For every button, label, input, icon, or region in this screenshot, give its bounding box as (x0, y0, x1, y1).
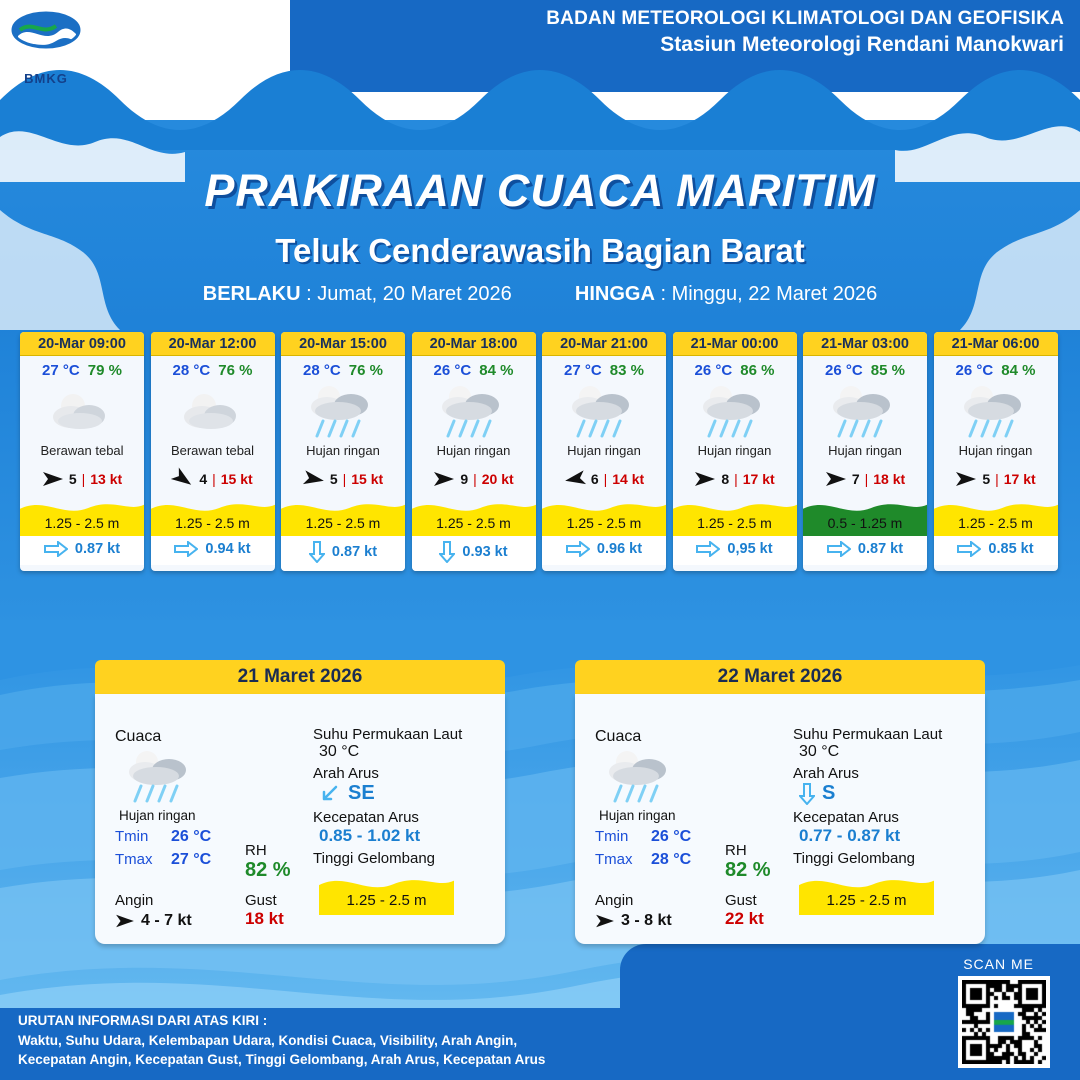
forecast-condition: Berawan tebal (40, 443, 124, 458)
weather-icon (673, 381, 797, 443)
wind-speed-value: 20 kt (481, 471, 514, 487)
rain-icon (603, 746, 679, 808)
forecast-temperature: 27 °C (42, 362, 80, 379)
wave-height (542, 496, 666, 536)
forecast-humidity: 86 % (740, 362, 775, 379)
wind-speed-value: 15 kt (351, 471, 384, 487)
tmax-label: Tmax (115, 851, 153, 868)
wave-height-value: 1.25 - 2.5 m (697, 515, 772, 531)
sst-value: 30 °C (319, 743, 360, 760)
rh-value: 82 % (245, 859, 291, 881)
agency-line-1: BADAN METEOROLOGI KLIMATOLOGI DAN GEOFISIKA (546, 8, 1064, 29)
south-arrow-icon (309, 541, 325, 563)
arah-arus-label: Arah Arus (313, 765, 379, 782)
weather-icon (281, 381, 405, 443)
east-arrow-icon (566, 541, 590, 557)
tmax-label: Tmax (595, 851, 633, 868)
gelombang-label: Tinggi Gelombang (793, 850, 916, 867)
wind-direction-value: 6 (590, 471, 599, 487)
cloudy-icon (178, 386, 248, 438)
valid-to-label: HINGGA (574, 283, 655, 305)
current-speed-value: 0.85 kt (988, 541, 1034, 557)
wind-direction-value: 9 (460, 471, 469, 487)
forecast-card: 20-Mar 18:00 26 °C 84 % Hujan ringan 9 | 20 kt 1.25 - 2.5 m 0.93 kt (412, 332, 536, 571)
rain-icon (827, 381, 903, 443)
legend-note (18, 1011, 545, 1070)
forecast-humidity: 76 % (218, 362, 253, 379)
angin-label: Angin (595, 892, 634, 909)
wave-height-value: 1.25 - 2.5 m (566, 515, 642, 531)
wave-height-value: 1.25 - 2.5 m (305, 515, 381, 531)
wave-height (799, 871, 934, 915)
logo-text: BMKG (24, 71, 68, 86)
forecast-condition: Hujan ringan (697, 443, 772, 458)
bmkg-logo (10, 10, 82, 86)
wind-direction-icon (169, 465, 197, 492)
wind-direction-icon (595, 913, 615, 929)
sst-value: 30 °C (799, 743, 840, 760)
current-speed-value: 0.93 kt (462, 544, 508, 560)
tmin-value: 26 °C (171, 828, 212, 845)
valid-from-label: BERLAKU (202, 283, 301, 305)
weather-icon (20, 381, 144, 443)
kecepatan-arus-label: Kecepatan Arus (313, 809, 419, 826)
forecast-card: 21-Mar 06:00 26 °C 84 % Hujan ringan 5 | 17 kt 1.25 - 2.5 m 0.85 kt (934, 332, 1058, 571)
gust-value: 18 kt (245, 909, 284, 928)
rh-value: 82 % (725, 859, 771, 881)
arah-arus-value: S (822, 782, 836, 804)
wind-direction-icon (825, 470, 847, 488)
wind-direction-icon (301, 468, 326, 490)
weather-icon (934, 381, 1058, 443)
kecepatan-arus-value: 0.85 - 1.02 kt (319, 826, 421, 845)
current-speed-value: 0.87 kt (74, 541, 121, 557)
weather-icon (151, 381, 275, 443)
forecast-condition: Hujan ringan (958, 443, 1033, 458)
daily-date: 21 Maret 2026 (95, 660, 505, 694)
weather-icon (803, 381, 927, 443)
rain-icon (436, 381, 512, 443)
forecast-time: 20-Mar 09:00 (20, 332, 144, 356)
forecast-condition: Hujan ringan (306, 443, 380, 458)
wind-direction-icon (562, 468, 587, 490)
forecast-time: 20-Mar 15:00 (281, 332, 405, 356)
kecepatan-arus-value: 0.77 - 0.87 kt (799, 826, 901, 845)
wind-direction-icon (42, 470, 64, 488)
east-arrow-icon (696, 541, 720, 557)
forecast-humidity: 79 % (87, 362, 122, 379)
cuaca-value: Hujan ringan (119, 808, 196, 823)
current-speed-value: 0.94 kt (205, 541, 251, 557)
forecast-card: 20-Mar 12:00 28 °C 76 % Berawan tebal 4 | 15 kt 1.25 - 2.5 m 0.94 kt (151, 332, 275, 571)
wind-speed-value: 17 kt (1003, 471, 1036, 487)
east-arrow-icon (44, 541, 68, 557)
current-speed-value: 0,95 kt (727, 541, 773, 557)
sst-label: Suhu Permukaan Laut (793, 726, 943, 743)
page-title: PRAKIRAAN CUACA MARITIM (204, 165, 876, 216)
forecast-condition: Hujan ringan (567, 443, 641, 458)
forecast-condition: Hujan ringan (436, 443, 511, 458)
wind-direction-value: 7 (851, 471, 860, 487)
south-arrow-icon (799, 783, 815, 805)
current-speed-value: 0.87 kt (857, 541, 904, 557)
wave-height-value: 1.25 - 2.5 m (826, 892, 907, 909)
wind-direction-icon (694, 470, 716, 488)
valid-to-value: : Minggu, 22 Maret 2026 (660, 283, 878, 305)
wind-speed-value: 15 kt (220, 471, 253, 487)
weather-icon (412, 381, 536, 443)
wind-direction-icon (955, 470, 977, 488)
rain-icon (958, 381, 1034, 443)
daily-summary-card (95, 660, 505, 944)
wind-direction-value: 5 (329, 471, 338, 487)
cuaca-value: Hujan ringan (599, 808, 676, 823)
wind-direction-value: 5 (68, 471, 77, 487)
wave-height (20, 496, 144, 536)
wave-height (673, 496, 797, 536)
rain-icon (305, 381, 381, 443)
angin-value: 3 - 8 kt (621, 912, 672, 929)
forecast-humidity: 85 % (870, 362, 905, 379)
weather-icon (115, 746, 300, 808)
tmax-value: 28 °C (651, 851, 692, 868)
tmin-label: Tmin (115, 828, 149, 845)
daily-summary-card (575, 660, 985, 944)
tmin-label: Tmin (595, 828, 629, 845)
forecast-time: 20-Mar 12:00 (151, 332, 275, 356)
forecast-card-list (20, 332, 1064, 571)
legend-note-line1: Waktu, Suhu Udara, Kelembapan Udara, Kondisi Cuaca, Visibility, Arah Angin, (18, 1032, 518, 1048)
wind-direction-value: 8 (721, 471, 730, 487)
gust-label: Gust (245, 892, 277, 909)
scan-me-label: SCAN ME (963, 956, 1034, 972)
kecepatan-arus-label: Kecepatan Arus (793, 809, 899, 826)
sst-label: Suhu Permukaan Laut (313, 726, 463, 743)
wave-height (151, 496, 275, 536)
wind-direction-value: 4 (199, 471, 208, 487)
qr-code[interactable] (958, 976, 1050, 1068)
east-arrow-icon (957, 541, 981, 557)
angin-label: Angin (115, 892, 154, 909)
wave-height-value: 0.5 - 1.25 m (827, 515, 903, 531)
wave-height (803, 496, 927, 536)
forecast-humidity: 83 % (609, 362, 644, 379)
east-arrow-icon (174, 541, 198, 557)
forecast-condition: Berawan tebal (170, 443, 255, 458)
gust-label: Gust (725, 892, 757, 909)
arah-arus-value: SE (348, 782, 375, 804)
daily-summary-list (95, 660, 985, 944)
rain-icon (123, 746, 199, 808)
current-speed-value: 0.96 kt (596, 541, 643, 557)
forecast-time: 21-Mar 06:00 (934, 332, 1058, 356)
validity-row (0, 283, 1080, 306)
rh-label: RH (725, 842, 747, 859)
forecast-temperature: 26 °C (825, 362, 863, 379)
cloudy-icon (47, 386, 117, 438)
forecast-temperature: 28 °C (172, 362, 211, 379)
forecast-card: 20-Mar 09:00 27 °C 79 % Berawan tebal 5 | 13 kt 1.25 - 2.5 m 0.87 kt (20, 332, 144, 571)
wave-height-value: 1.25 - 2.5 m (175, 515, 250, 531)
southeast-arrow-icon (319, 783, 341, 805)
forecast-temperature: 26 °C (694, 362, 733, 379)
legend-note-title: URUTAN INFORMASI DARI ATAS KIRI : (18, 1013, 268, 1029)
weather-icon (542, 381, 666, 443)
forecast-temperature: 27 °C (564, 362, 602, 379)
header-title (546, 8, 1064, 57)
forecast-time: 21-Mar 03:00 (803, 332, 927, 356)
agency-line-2: Stasiun Meteorologi Rendani Manokwari (660, 33, 1064, 56)
rain-icon (566, 381, 642, 443)
rh-label: RH (245, 842, 267, 859)
gelombang-label: Tinggi Gelombang (313, 850, 436, 867)
gust-value: 22 kt (725, 909, 764, 928)
forecast-card: 20-Mar 15:00 28 °C 76 % Hujan ringan 5 | 15 kt 1.25 - 2.5 m 0.87 kt (281, 332, 405, 571)
wave-height-value: 1.25 - 2.5 m (346, 892, 427, 909)
forecast-temperature: 26 °C (955, 362, 994, 379)
forecast-card: 21-Mar 00:00 26 °C 86 % Hujan ringan 8 | 17 kt 1.25 - 2.5 m 0,95 kt (673, 332, 797, 571)
cloud-decor-2 (0, 210, 1080, 330)
wave-height (319, 871, 454, 915)
forecast-humidity: 84 % (479, 362, 514, 379)
arah-arus-label: Arah Arus (793, 765, 859, 782)
east-arrow-icon (827, 541, 851, 557)
wind-speed-value: 13 kt (90, 471, 123, 487)
wave-height (934, 496, 1058, 536)
legend-note-line2: Kecepatan Angin, Kecepatan Gust, Tinggi Gelombang, Arah Arus, Kecepatan Arus (18, 1052, 546, 1068)
wave-height (281, 496, 405, 536)
valid-from-value: : Jumat, 20 Maret 2026 (306, 283, 512, 305)
wind-speed-value: 17 kt (742, 471, 775, 487)
forecast-temperature: 26 °C (433, 362, 472, 379)
tmax-value: 27 °C (171, 851, 212, 868)
forecast-temperature: 28 °C (303, 362, 341, 379)
wave-height-value: 1.25 - 2.5 m (44, 515, 120, 531)
tmin-value: 26 °C (651, 828, 692, 845)
south-arrow-icon (439, 541, 455, 563)
angin-value: 4 - 7 kt (141, 912, 192, 929)
wind-direction-value: 5 (982, 471, 991, 487)
forecast-card: 20-Mar 21:00 27 °C 83 % Hujan ringan 6 | 14 kt 1.25 - 2.5 m 0.96 kt (542, 332, 666, 571)
page-subtitle: Teluk Cenderawasih Bagian Barat (275, 232, 805, 269)
wind-speed-value: 14 kt (612, 471, 645, 487)
cuaca-label: Cuaca (115, 728, 162, 745)
weather-icon (595, 746, 780, 808)
forecast-card: 21-Mar 03:00 26 °C 85 % Hujan ringan 7 | 18 kt 0.5 - 1.25 m 0.87 kt (803, 332, 927, 571)
wave-height (412, 496, 536, 536)
forecast-humidity: 76 % (348, 362, 383, 379)
wind-direction-icon (115, 913, 135, 929)
current-speed-value: 0.87 kt (331, 544, 378, 560)
forecast-humidity: 84 % (1001, 362, 1036, 379)
cuaca-label: Cuaca (595, 728, 642, 745)
forecast-time: 20-Mar 18:00 (412, 332, 536, 356)
wind-speed-value: 18 kt (873, 471, 906, 487)
rain-icon (697, 381, 773, 443)
daily-date: 22 Maret 2026 (575, 660, 985, 694)
wind-direction-icon (433, 470, 455, 488)
wave-height-value: 1.25 - 2.5 m (436, 515, 511, 531)
forecast-time: 20-Mar 21:00 (542, 332, 666, 356)
wave-height-value: 1.25 - 2.5 m (958, 515, 1033, 531)
forecast-time: 21-Mar 00:00 (673, 332, 797, 356)
forecast-condition: Hujan ringan (828, 443, 902, 458)
